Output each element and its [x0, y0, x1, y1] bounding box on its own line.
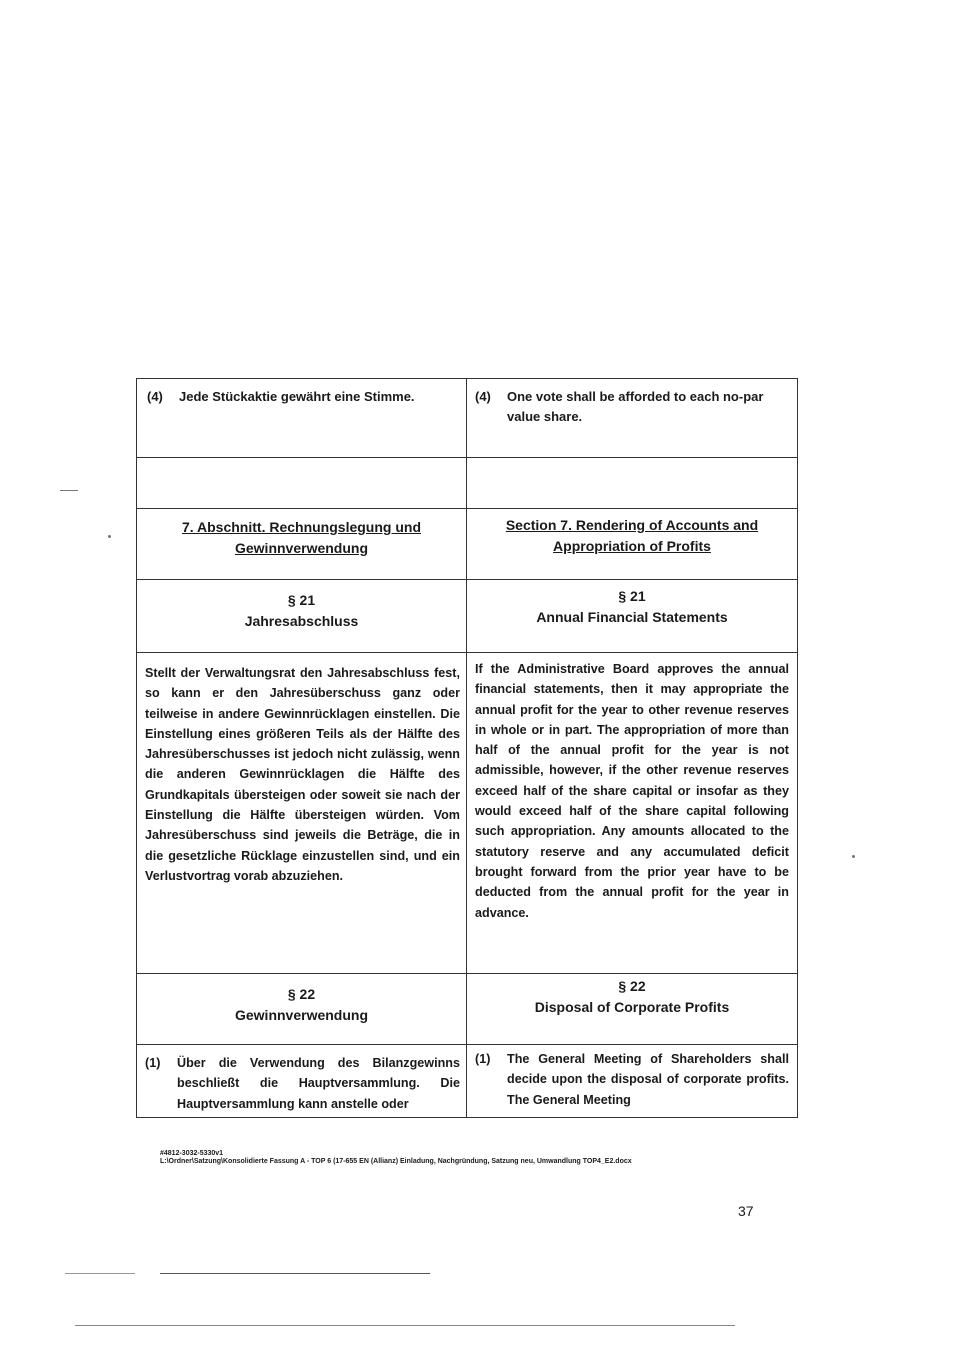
body-text: Stellt der Verwaltungsrat den Jahresabschluss fest, so kann er den Jahresüberschuss ganz oder teilweise in andere Gewinnrücklagen einstellen. Die Einstellung eines größeren Teils als der Hälfte des Jahresüberschusses ist jedoch nicht zulässig, wenn die anderen Gewinnrücklagen die Hälfte des Grundkapitals übersteigen oder soweit sie nach der Einstellung die Hälfte übersteigen würden. Vom Jahresüberschuss sind jeweils die Beträge, die in die gesetzliche Rücklage einzustellen sind, und ein Verlustvortrag vorab abzuziehen. — [145, 666, 460, 883]
right-cell — [467, 580, 797, 652]
paragraph-title: Gewinnverwendung — [234, 1007, 368, 1023]
paragraph-number: § 21 — [618, 588, 646, 604]
section-heading: Section 7. Rendering of Accounts and Appropriation of Profits — [505, 517, 759, 554]
paragraph-title: Jahresabschluss — [244, 613, 359, 629]
scan-mark — [852, 855, 855, 858]
item-number: (1) — [145, 1056, 161, 1070]
left-cell — [137, 379, 467, 457]
paragraph-number: § 22 — [618, 978, 646, 994]
item-text: Über die Verwendung des Bilanzgewinns beschließt die Hauptversammlung. Die Hauptversammlung kann anstelle oder — [177, 1056, 460, 1111]
document-path: L:\Ordner\Satzung\Konsolidierte Fassung A - TOP 6 (17-655 EN (Allianz) Einladung, Nachgründung, Satzung neu, Umwandlung TOP4_E2.docx — [160, 1158, 632, 1165]
document-id: #4812-3032-5330v1 — [160, 1150, 224, 1157]
scan-line — [75, 1325, 735, 1326]
scan-line — [65, 1273, 135, 1274]
left-cell — [137, 1045, 467, 1117]
body-text: If the Administrative Board approves the annual financial statements, then it may appropriate the annual profit for the year to other revenue reserves in whole or in part. The appropriation of more than half of the annual profit for the year is not admissible, however, if the other revenue reserves exceed half of the share capital or insofar as they would exceed half of the share capital following such appropriation. Any amounts allocated to the statutory reserve and any accumulated deficit brought forward from the prior year have to be deducted from the annual profit for the year in advance. — [475, 662, 789, 920]
left-cell — [137, 974, 467, 1044]
left-cell — [137, 653, 467, 973]
item-number: (4) — [147, 389, 163, 404]
right-cell — [467, 653, 797, 973]
left-cell — [137, 580, 467, 652]
table-row-empty — [137, 458, 797, 509]
paragraph-title: Annual Financial Statements — [536, 609, 728, 625]
table-row — [137, 509, 797, 580]
table-row — [137, 653, 797, 974]
table-row — [137, 379, 797, 458]
item-text: One vote shall be afforded to each no-par value share. — [507, 389, 764, 424]
paragraph-number: § 21 — [287, 592, 316, 608]
right-cell — [467, 458, 797, 508]
left-cell — [137, 458, 467, 508]
bilingual-table — [136, 378, 798, 1118]
item-text: The General Meeting of Shareholders shall decide upon the disposal of corporate profits. The General Meeting — [507, 1052, 789, 1107]
scan-mark — [108, 535, 111, 538]
paragraph-number: § 22 — [287, 986, 316, 1002]
item-number: (1) — [475, 1052, 491, 1066]
left-cell — [137, 509, 467, 579]
right-cell — [467, 974, 797, 1044]
item-number: (4) — [475, 389, 491, 404]
section-heading: 7. Abschnitt. Rechnungslegung und Gewinnverwendung — [181, 519, 422, 556]
paragraph-title: Disposal of Corporate Profits — [534, 999, 730, 1015]
right-cell — [467, 1045, 797, 1117]
scan-mark — [60, 490, 78, 491]
scan-line — [160, 1273, 430, 1274]
page-number: 37 — [738, 1203, 754, 1219]
table-row — [137, 1045, 797, 1118]
right-cell — [467, 379, 797, 457]
right-cell — [467, 509, 797, 579]
item-text: Jede Stückaktie gewährt eine Stimme. — [179, 389, 415, 404]
table-row — [137, 974, 797, 1045]
document-reference — [160, 1150, 632, 1166]
table-row — [137, 580, 797, 653]
